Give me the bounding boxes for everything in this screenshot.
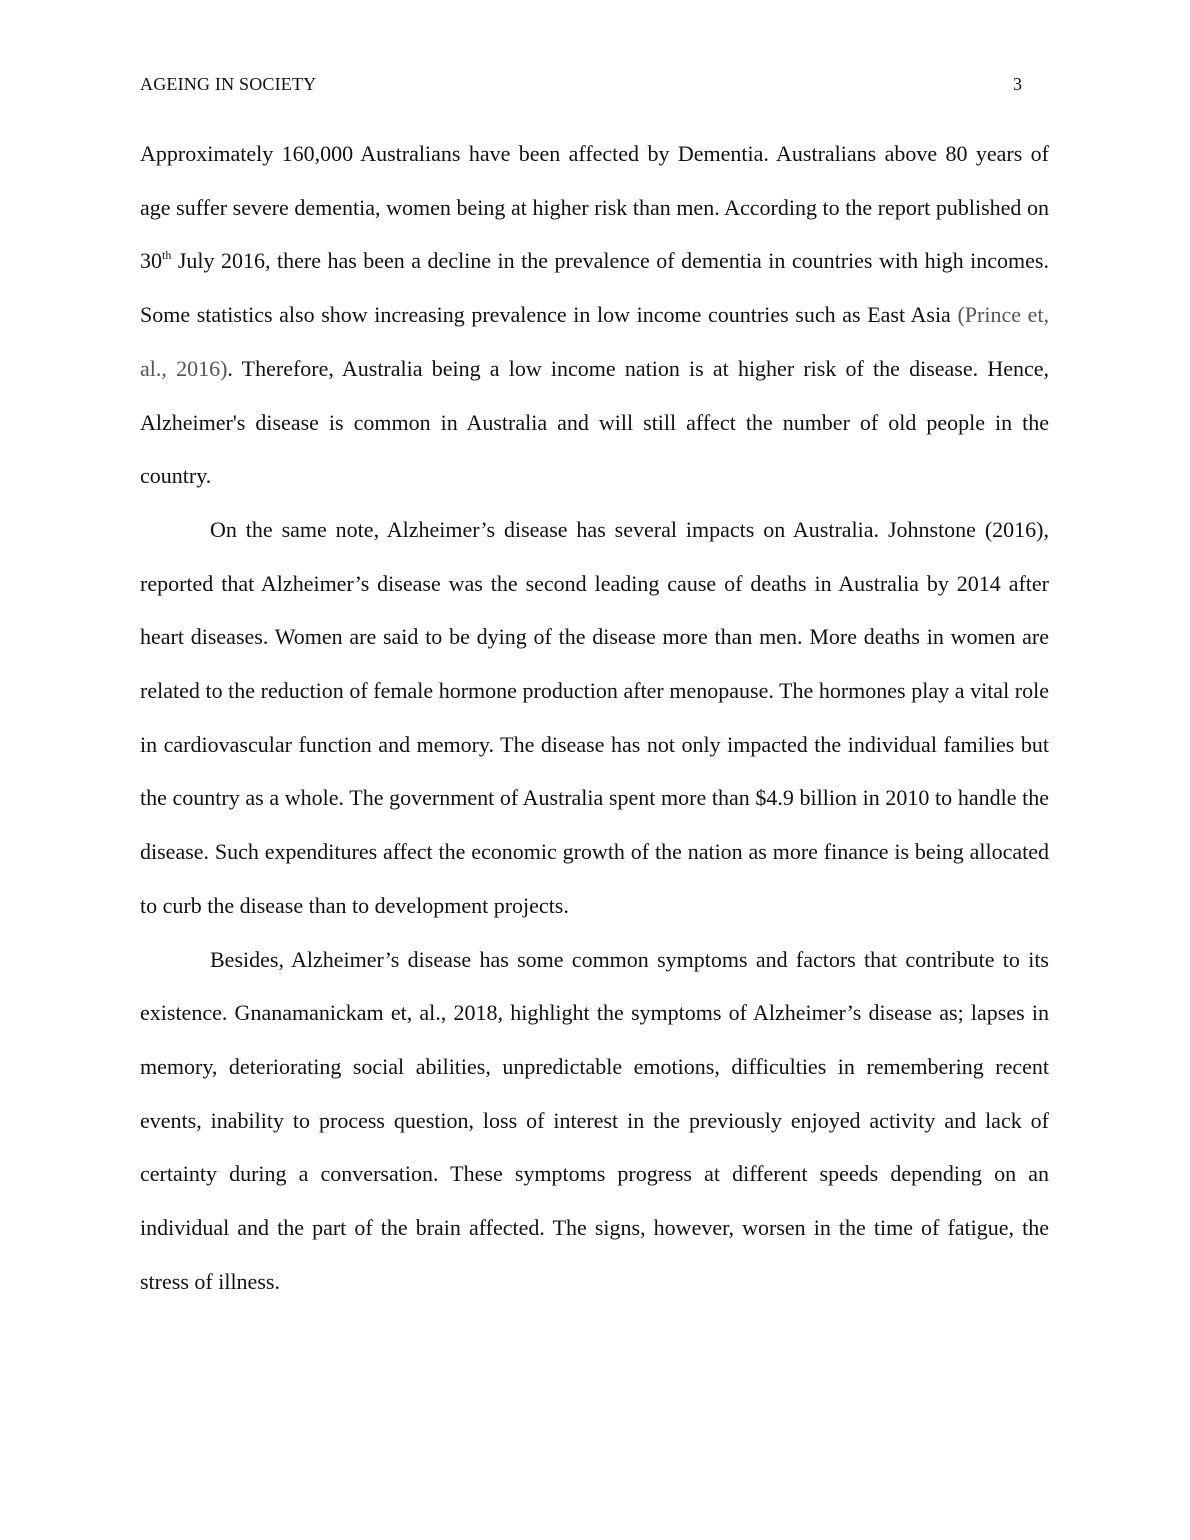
paragraph-1-text-a: Approximately 160,000 Australians have been affected by Dementia. Australians above 80 years of age suffer severe dementia, women being at higher risk than men. According to the report published on 30 bbox=[140, 141, 1049, 274]
paragraph-1 bbox=[140, 127, 1049, 503]
paragraph-1-text-c: . Therefore, Australia being a low income nation is at higher risk of the disease. Hence, Alzheimer's disease is common in Australia and will still affect the number of old people in the country. bbox=[140, 355, 1049, 489]
paragraph-3: Besides, Alzheimer’s disease has some common symptoms and factors that contribute to its existence. Gnanamanickam et, al., 2018, highlight the symptoms of Alzheimer’s disease as; lapses in memory, deteriorating social abilities, unpredictable emotions, difficulties in remembering recent events, inability to process question, loss of interest in the previously enjoyed activity and lack of certainty during a conversation. These symptoms progress at different speeds depending on an individual and the part of the brain affected. The signs, however, worsen in the time of fatigue, the stress of illness. bbox=[140, 946, 1049, 1294]
running-head: AGEING IN SOCIETY bbox=[140, 74, 317, 94]
paragraph-1-text-b: July 2016, there has been a decline in the prevalence of dementia in countries with high incomes. Some statistics also show increasing prevalence in low income countries such as East Asia bbox=[140, 248, 1049, 328]
page-number: 3 bbox=[1013, 74, 1022, 94]
paragraph-2: On the same note, Alzheimer’s disease has several impacts on Australia. Johnstone (2016), reported that Alzheimer’s disease was the second leading cause of deaths in Australia by 2014 after heart diseases. Women are said to be dying of the disease more than men. More deaths in women are related to the reduction of female hormone production after menopause. The hormones play a vital role in cardiovascular function and memory. The disease has not only impacted the individual families but the country as a whole. The government of Australia spent more than $4.9 billion in 2010 to handle the disease. Such expenditures affect the economic growth of the nation as more finance is being allocated to curb the disease than to development projects. bbox=[140, 516, 1049, 918]
body-text bbox=[140, 127, 1049, 1308]
citation-prince: (Prince et, al., 2016) bbox=[140, 302, 1050, 381]
ordinal-superscript: th bbox=[162, 248, 172, 263]
